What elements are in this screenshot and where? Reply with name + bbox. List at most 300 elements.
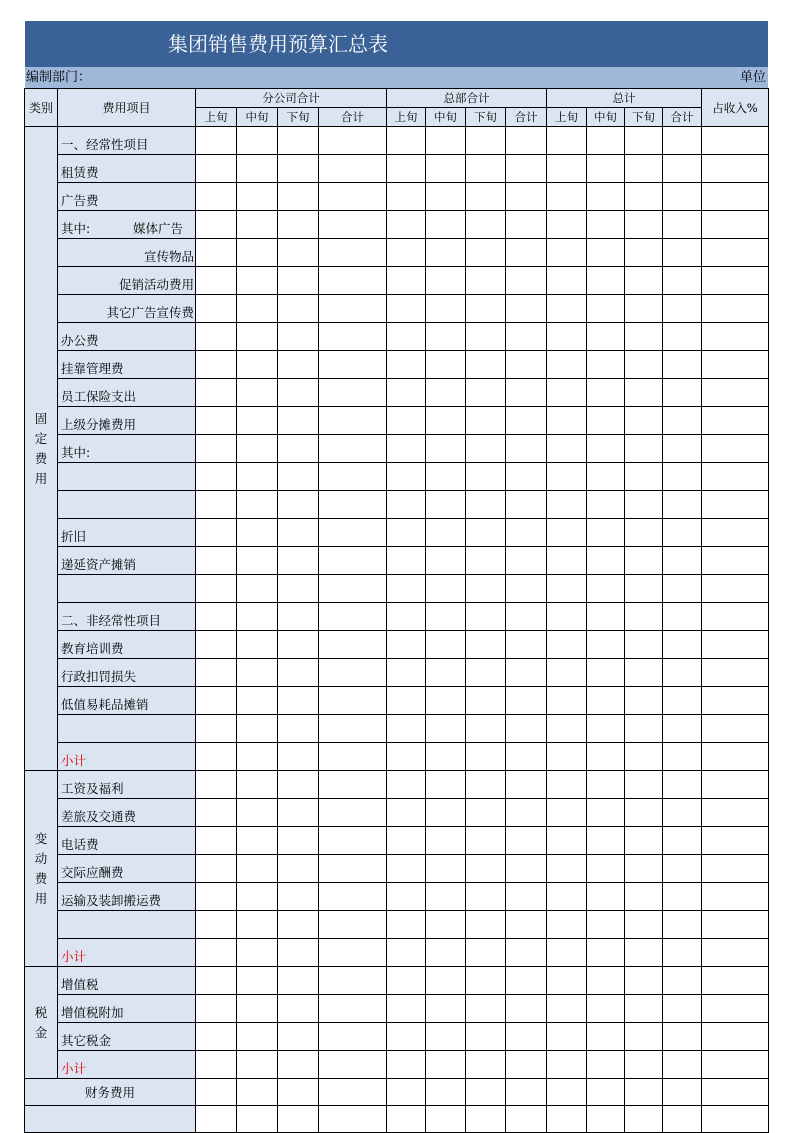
data-cell[interactable]: [426, 1106, 466, 1133]
data-cell[interactable]: [319, 715, 387, 743]
data-cell[interactable]: [625, 743, 663, 771]
data-cell[interactable]: [547, 435, 587, 463]
data-cell[interactable]: [466, 491, 506, 519]
data-cell[interactable]: [278, 435, 319, 463]
data-cell[interactable]: [237, 995, 278, 1023]
data-cell[interactable]: [506, 771, 547, 799]
data-cell[interactable]: [506, 491, 547, 519]
data-cell[interactable]: [625, 267, 663, 295]
data-cell[interactable]: [587, 1079, 625, 1106]
data-cell[interactable]: [702, 127, 769, 155]
data-cell[interactable]: [426, 911, 466, 939]
data-cell[interactable]: [426, 771, 466, 799]
data-cell[interactable]: [278, 463, 319, 491]
data-cell[interactable]: [237, 939, 278, 967]
data-cell[interactable]: [278, 827, 319, 855]
data-cell[interactable]: [319, 743, 387, 771]
data-cell[interactable]: [237, 967, 278, 995]
data-cell[interactable]: [278, 687, 319, 715]
data-cell[interactable]: [426, 1051, 466, 1079]
data-cell[interactable]: [319, 379, 387, 407]
data-cell[interactable]: [196, 351, 237, 379]
data-cell[interactable]: [663, 435, 702, 463]
data-cell[interactable]: [506, 323, 547, 351]
data-cell[interactable]: [196, 1051, 237, 1079]
data-cell[interactable]: [196, 883, 237, 911]
data-cell[interactable]: [702, 715, 769, 743]
data-cell[interactable]: [625, 855, 663, 883]
data-cell[interactable]: [237, 771, 278, 799]
data-cell[interactable]: [319, 939, 387, 967]
data-cell[interactable]: [547, 603, 587, 631]
data-cell[interactable]: [278, 295, 319, 323]
data-cell[interactable]: [663, 183, 702, 211]
data-cell[interactable]: [625, 1023, 663, 1051]
data-cell[interactable]: [466, 1051, 506, 1079]
data-cell[interactable]: [506, 127, 547, 155]
data-cell[interactable]: [319, 127, 387, 155]
data-cell[interactable]: [237, 351, 278, 379]
data-cell[interactable]: [663, 967, 702, 995]
data-cell[interactable]: [278, 995, 319, 1023]
data-cell[interactable]: [466, 827, 506, 855]
data-cell[interactable]: [466, 855, 506, 883]
data-cell[interactable]: [426, 1023, 466, 1051]
data-cell[interactable]: [506, 155, 547, 183]
data-cell[interactable]: [547, 183, 587, 211]
data-cell[interactable]: [196, 827, 237, 855]
data-cell[interactable]: [587, 603, 625, 631]
data-cell[interactable]: [547, 407, 587, 435]
data-cell[interactable]: [196, 743, 237, 771]
data-cell[interactable]: [587, 155, 625, 183]
data-cell[interactable]: [196, 295, 237, 323]
data-cell[interactable]: [506, 267, 547, 295]
data-cell[interactable]: [625, 771, 663, 799]
data-cell[interactable]: [466, 799, 506, 827]
data-cell[interactable]: [237, 1106, 278, 1133]
data-cell[interactable]: [387, 911, 426, 939]
data-cell[interactable]: [237, 435, 278, 463]
data-cell[interactable]: [702, 743, 769, 771]
data-cell[interactable]: [625, 183, 663, 211]
data-cell[interactable]: [702, 659, 769, 687]
data-cell[interactable]: [387, 939, 426, 967]
data-cell[interactable]: [702, 351, 769, 379]
data-cell[interactable]: [196, 155, 237, 183]
data-cell[interactable]: [547, 379, 587, 407]
data-cell[interactable]: [663, 323, 702, 351]
data-cell[interactable]: [506, 743, 547, 771]
data-cell[interactable]: [547, 827, 587, 855]
data-cell[interactable]: [466, 771, 506, 799]
data-cell[interactable]: [547, 547, 587, 575]
data-cell[interactable]: [319, 967, 387, 995]
data-cell[interactable]: [466, 1106, 506, 1133]
data-cell[interactable]: [426, 659, 466, 687]
data-cell[interactable]: [702, 407, 769, 435]
data-cell[interactable]: [387, 659, 426, 687]
data-cell[interactable]: [663, 995, 702, 1023]
data-cell[interactable]: [196, 939, 237, 967]
data-cell[interactable]: [237, 519, 278, 547]
data-cell[interactable]: [237, 463, 278, 491]
data-cell[interactable]: [278, 1023, 319, 1051]
data-cell[interactable]: [663, 883, 702, 911]
data-cell[interactable]: [196, 967, 237, 995]
data-cell[interactable]: [506, 295, 547, 323]
data-cell[interactable]: [587, 995, 625, 1023]
data-cell[interactable]: [663, 1023, 702, 1051]
data-cell[interactable]: [196, 1023, 237, 1051]
data-cell[interactable]: [387, 1051, 426, 1079]
data-cell[interactable]: [237, 323, 278, 351]
data-cell[interactable]: [663, 911, 702, 939]
data-cell[interactable]: [426, 939, 466, 967]
data-cell[interactable]: [702, 687, 769, 715]
data-cell[interactable]: [506, 911, 547, 939]
data-cell[interactable]: [319, 911, 387, 939]
data-cell[interactable]: [625, 883, 663, 911]
data-cell[interactable]: [702, 211, 769, 239]
data-cell[interactable]: [466, 519, 506, 547]
data-cell[interactable]: [278, 155, 319, 183]
data-cell[interactable]: [587, 1051, 625, 1079]
data-cell[interactable]: [237, 211, 278, 239]
data-cell[interactable]: [426, 491, 466, 519]
data-cell[interactable]: [506, 575, 547, 603]
data-cell[interactable]: [237, 155, 278, 183]
data-cell[interactable]: [547, 967, 587, 995]
data-cell[interactable]: [506, 407, 547, 435]
data-cell[interactable]: [426, 519, 466, 547]
data-cell[interactable]: [587, 911, 625, 939]
data-cell[interactable]: [237, 659, 278, 687]
data-cell[interactable]: [587, 1023, 625, 1051]
data-cell[interactable]: [663, 155, 702, 183]
data-cell[interactable]: [387, 855, 426, 883]
data-cell[interactable]: [237, 183, 278, 211]
data-cell[interactable]: [426, 295, 466, 323]
data-cell[interactable]: [319, 463, 387, 491]
data-cell[interactable]: [587, 519, 625, 547]
data-cell[interactable]: [387, 183, 426, 211]
data-cell[interactable]: [506, 547, 547, 575]
data-cell[interactable]: [506, 631, 547, 659]
data-cell[interactable]: [237, 631, 278, 659]
data-cell[interactable]: [663, 1079, 702, 1106]
data-cell[interactable]: [547, 1051, 587, 1079]
data-cell[interactable]: [278, 855, 319, 883]
data-cell[interactable]: [587, 1106, 625, 1133]
data-cell[interactable]: [506, 603, 547, 631]
data-cell[interactable]: [547, 771, 587, 799]
data-cell[interactable]: [702, 631, 769, 659]
data-cell[interactable]: [702, 435, 769, 463]
data-cell[interactable]: [663, 799, 702, 827]
data-cell[interactable]: [387, 827, 426, 855]
data-cell[interactable]: [663, 463, 702, 491]
data-cell[interactable]: [466, 183, 506, 211]
data-cell[interactable]: [506, 463, 547, 491]
data-cell[interactable]: [319, 519, 387, 547]
data-cell[interactable]: [196, 211, 237, 239]
data-cell[interactable]: [387, 1023, 426, 1051]
data-cell[interactable]: [319, 575, 387, 603]
data-cell[interactable]: [237, 127, 278, 155]
data-cell[interactable]: [506, 687, 547, 715]
data-cell[interactable]: [278, 743, 319, 771]
data-cell[interactable]: [466, 743, 506, 771]
data-cell[interactable]: [466, 659, 506, 687]
data-cell[interactable]: [237, 491, 278, 519]
data-cell[interactable]: [426, 855, 466, 883]
data-cell[interactable]: [587, 491, 625, 519]
data-cell[interactable]: [587, 267, 625, 295]
data-cell[interactable]: [196, 575, 237, 603]
data-cell[interactable]: [547, 715, 587, 743]
data-cell[interactable]: [547, 799, 587, 827]
data-cell[interactable]: [663, 211, 702, 239]
data-cell[interactable]: [663, 631, 702, 659]
data-cell[interactable]: [506, 883, 547, 911]
data-cell[interactable]: [625, 715, 663, 743]
data-cell[interactable]: [278, 967, 319, 995]
data-cell[interactable]: [278, 323, 319, 351]
data-cell[interactable]: [625, 799, 663, 827]
data-cell[interactable]: [663, 1051, 702, 1079]
data-cell[interactable]: [278, 267, 319, 295]
data-cell[interactable]: [196, 659, 237, 687]
data-cell[interactable]: [663, 939, 702, 967]
data-cell[interactable]: [625, 295, 663, 323]
data-cell[interactable]: [702, 939, 769, 967]
data-cell[interactable]: [702, 547, 769, 575]
data-cell[interactable]: [319, 799, 387, 827]
data-cell[interactable]: [547, 631, 587, 659]
data-cell[interactable]: [506, 379, 547, 407]
data-cell[interactable]: [587, 575, 625, 603]
data-cell[interactable]: [466, 995, 506, 1023]
data-cell[interactable]: [319, 295, 387, 323]
data-cell[interactable]: [702, 771, 769, 799]
data-cell[interactable]: [319, 351, 387, 379]
data-cell[interactable]: [426, 743, 466, 771]
data-cell[interactable]: [663, 855, 702, 883]
data-cell[interactable]: [506, 995, 547, 1023]
data-cell[interactable]: [237, 855, 278, 883]
data-cell[interactable]: [663, 659, 702, 687]
data-cell[interactable]: [466, 883, 506, 911]
data-cell[interactable]: [319, 1079, 387, 1106]
data-cell[interactable]: [319, 267, 387, 295]
data-cell[interactable]: [702, 575, 769, 603]
data-cell[interactable]: [702, 603, 769, 631]
data-cell[interactable]: [278, 631, 319, 659]
data-cell[interactable]: [625, 631, 663, 659]
data-cell[interactable]: [278, 127, 319, 155]
data-cell[interactable]: [663, 239, 702, 267]
data-cell[interactable]: [547, 883, 587, 911]
data-cell[interactable]: [426, 715, 466, 743]
data-cell[interactable]: [702, 1051, 769, 1079]
data-cell[interactable]: [387, 575, 426, 603]
data-cell[interactable]: [625, 351, 663, 379]
data-cell[interactable]: [426, 379, 466, 407]
data-cell[interactable]: [387, 127, 426, 155]
data-cell[interactable]: [426, 267, 466, 295]
data-cell[interactable]: [547, 1106, 587, 1133]
data-cell[interactable]: [237, 547, 278, 575]
data-cell[interactable]: [547, 939, 587, 967]
data-cell[interactable]: [625, 519, 663, 547]
data-cell[interactable]: [466, 463, 506, 491]
data-cell[interactable]: [625, 463, 663, 491]
data-cell[interactable]: [663, 407, 702, 435]
data-cell[interactable]: [663, 687, 702, 715]
data-cell[interactable]: [426, 323, 466, 351]
data-cell[interactable]: [625, 603, 663, 631]
data-cell[interactable]: [196, 799, 237, 827]
data-cell[interactable]: [506, 1106, 547, 1133]
data-cell[interactable]: [237, 1051, 278, 1079]
data-cell[interactable]: [466, 379, 506, 407]
data-cell[interactable]: [319, 687, 387, 715]
data-cell[interactable]: [237, 911, 278, 939]
data-cell[interactable]: [506, 435, 547, 463]
data-cell[interactable]: [387, 799, 426, 827]
data-cell[interactable]: [319, 491, 387, 519]
data-cell[interactable]: [663, 1106, 702, 1133]
data-cell[interactable]: [426, 575, 466, 603]
data-cell[interactable]: [387, 883, 426, 911]
data-cell[interactable]: [278, 239, 319, 267]
data-cell[interactable]: [387, 771, 426, 799]
data-cell[interactable]: [387, 743, 426, 771]
data-cell[interactable]: [278, 911, 319, 939]
data-cell[interactable]: [702, 1106, 769, 1133]
data-cell[interactable]: [387, 463, 426, 491]
data-cell[interactable]: [237, 1079, 278, 1106]
data-cell[interactable]: [196, 239, 237, 267]
data-cell[interactable]: [625, 239, 663, 267]
data-cell[interactable]: [506, 1051, 547, 1079]
data-cell[interactable]: [426, 127, 466, 155]
data-cell[interactable]: [278, 575, 319, 603]
data-cell[interactable]: [663, 715, 702, 743]
data-cell[interactable]: [278, 211, 319, 239]
data-cell[interactable]: [426, 435, 466, 463]
data-cell[interactable]: [387, 351, 426, 379]
data-cell[interactable]: [319, 435, 387, 463]
data-cell[interactable]: [587, 127, 625, 155]
data-cell[interactable]: [426, 631, 466, 659]
data-cell[interactable]: [506, 211, 547, 239]
data-cell[interactable]: [237, 715, 278, 743]
data-cell[interactable]: [387, 435, 426, 463]
data-cell[interactable]: [466, 967, 506, 995]
data-cell[interactable]: [196, 491, 237, 519]
data-cell[interactable]: [278, 491, 319, 519]
data-cell[interactable]: [587, 715, 625, 743]
data-cell[interactable]: [319, 631, 387, 659]
data-cell[interactable]: [587, 463, 625, 491]
data-cell[interactable]: [196, 1079, 237, 1106]
data-cell[interactable]: [426, 603, 466, 631]
data-cell[interactable]: [625, 995, 663, 1023]
data-cell[interactable]: [547, 155, 587, 183]
data-cell[interactable]: [466, 351, 506, 379]
data-cell[interactable]: [196, 995, 237, 1023]
data-cell[interactable]: [547, 911, 587, 939]
data-cell[interactable]: [278, 351, 319, 379]
data-cell[interactable]: [466, 295, 506, 323]
data-cell[interactable]: [387, 519, 426, 547]
data-cell[interactable]: [663, 575, 702, 603]
data-cell[interactable]: [319, 1023, 387, 1051]
data-cell[interactable]: [387, 547, 426, 575]
data-cell[interactable]: [547, 575, 587, 603]
data-cell[interactable]: [387, 715, 426, 743]
data-cell[interactable]: [278, 771, 319, 799]
data-cell[interactable]: [547, 267, 587, 295]
data-cell[interactable]: [625, 435, 663, 463]
data-cell[interactable]: [426, 463, 466, 491]
data-cell[interactable]: [625, 379, 663, 407]
data-cell[interactable]: [587, 547, 625, 575]
data-cell[interactable]: [625, 155, 663, 183]
data-cell[interactable]: [702, 1079, 769, 1106]
data-cell[interactable]: [278, 939, 319, 967]
data-cell[interactable]: [663, 491, 702, 519]
data-cell[interactable]: [506, 239, 547, 267]
data-cell[interactable]: [587, 939, 625, 967]
data-cell[interactable]: [319, 211, 387, 239]
data-cell[interactable]: [426, 239, 466, 267]
data-cell[interactable]: [278, 715, 319, 743]
data-cell[interactable]: [702, 855, 769, 883]
data-cell[interactable]: [547, 491, 587, 519]
data-cell[interactable]: [319, 239, 387, 267]
data-cell[interactable]: [702, 491, 769, 519]
data-cell[interactable]: [426, 995, 466, 1023]
data-cell[interactable]: [547, 239, 587, 267]
data-cell[interactable]: [426, 827, 466, 855]
data-cell[interactable]: [506, 855, 547, 883]
data-cell[interactable]: [587, 323, 625, 351]
data-cell[interactable]: [196, 855, 237, 883]
data-cell[interactable]: [319, 659, 387, 687]
data-cell[interactable]: [319, 995, 387, 1023]
data-cell[interactable]: [587, 351, 625, 379]
data-cell[interactable]: [625, 491, 663, 519]
data-cell[interactable]: [625, 659, 663, 687]
data-cell[interactable]: [196, 911, 237, 939]
data-cell[interactable]: [625, 323, 663, 351]
data-cell[interactable]: [237, 239, 278, 267]
data-cell[interactable]: [625, 1051, 663, 1079]
data-cell[interactable]: [278, 519, 319, 547]
data-cell[interactable]: [625, 967, 663, 995]
data-cell[interactable]: [196, 519, 237, 547]
data-cell[interactable]: [625, 911, 663, 939]
data-cell[interactable]: [466, 575, 506, 603]
data-cell[interactable]: [702, 883, 769, 911]
data-cell[interactable]: [196, 407, 237, 435]
data-cell[interactable]: [319, 323, 387, 351]
data-cell[interactable]: [278, 1051, 319, 1079]
data-cell[interactable]: [663, 267, 702, 295]
